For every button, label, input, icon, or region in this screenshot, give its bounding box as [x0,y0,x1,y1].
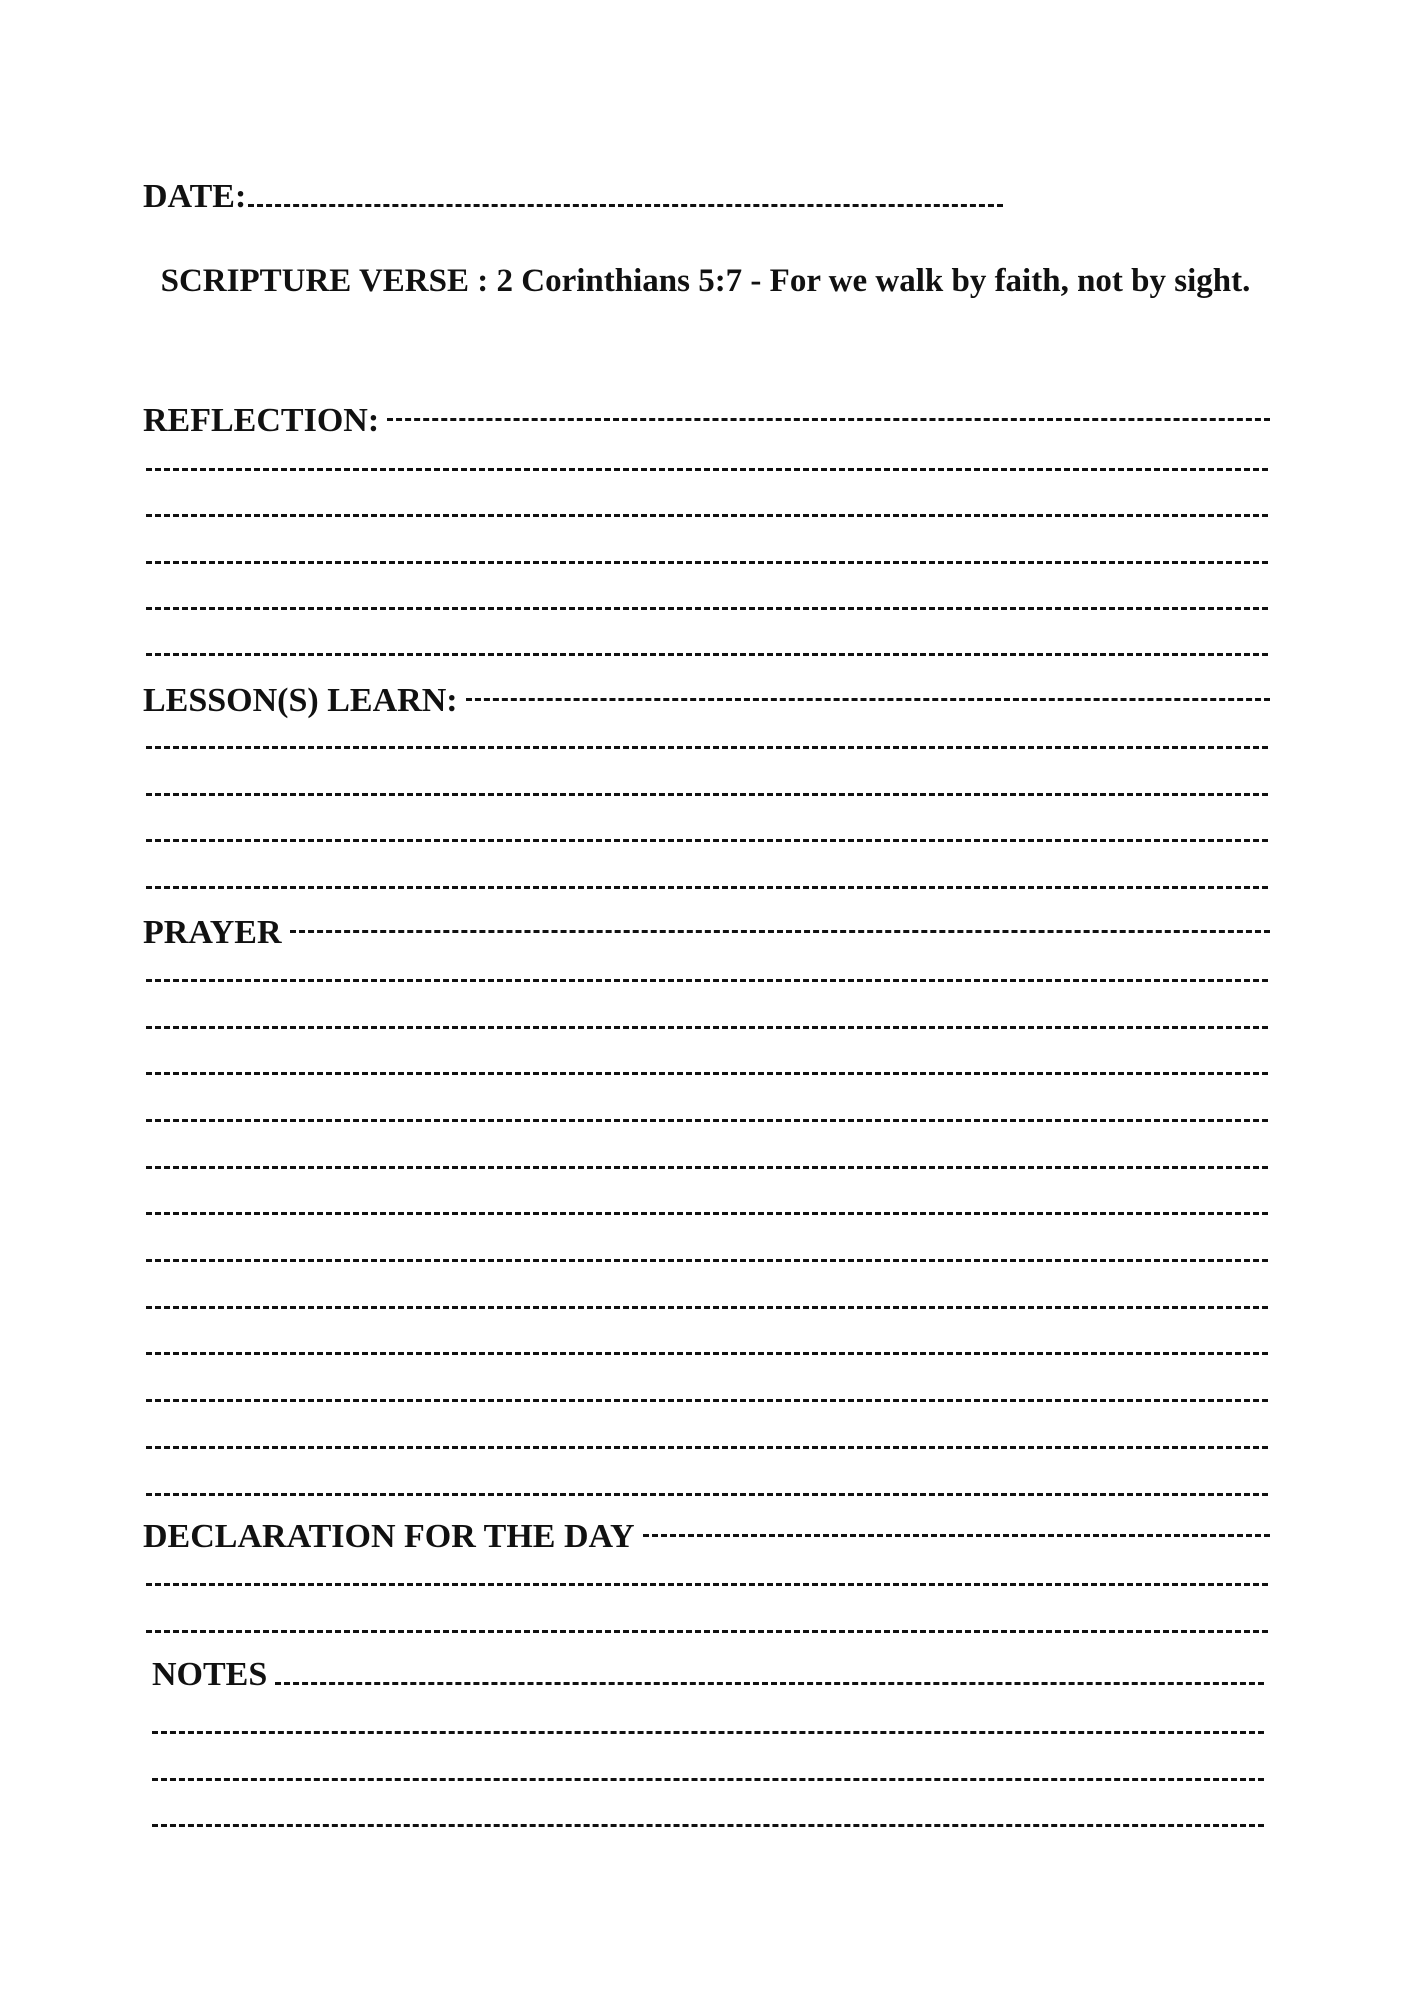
section-label: LESSON(S) LEARN: [143,682,458,719]
writing-line[interactable] [146,793,1268,796]
writing-line[interactable] [146,1583,1268,1586]
writing-line[interactable] [146,1119,1268,1122]
writing-line[interactable] [146,1166,1268,1169]
writing-line[interactable] [152,1778,1264,1781]
section-heading-notes [152,1656,1264,1696]
writing-line[interactable] [146,1493,1268,1496]
writing-line[interactable] [146,561,1268,564]
writing-line[interactable] [146,1072,1268,1075]
writing-line[interactable] [146,1399,1268,1402]
writing-line[interactable] [152,1824,1264,1827]
writing-line[interactable] [152,1731,1264,1734]
date-input-line[interactable] [248,204,1003,207]
scripture-verse: SCRIPTURE VERSE : 2 Corinthians 5:7 - For we walk by faith, not by sight. [160,263,1251,299]
writing-line[interactable] [146,1630,1268,1633]
writing-line[interactable] [146,468,1268,471]
writing-line[interactable] [275,1682,1264,1685]
date-field [143,178,1003,216]
section-label: NOTES [152,1656,268,1693]
section-label: DECLARATION FOR THE DAY [143,1518,635,1555]
writing-line[interactable] [146,607,1268,610]
writing-line[interactable] [146,886,1268,889]
writing-line[interactable] [146,746,1268,749]
writing-line[interactable] [146,1259,1268,1262]
section-heading-declaration [143,1518,1270,1558]
writing-line[interactable] [146,1306,1268,1309]
section-label: PRAYER [143,914,282,951]
writing-line[interactable] [146,1446,1268,1449]
writing-line[interactable] [146,514,1268,517]
writing-line[interactable] [146,979,1268,982]
section-heading-reflection [143,402,1270,442]
writing-line[interactable] [146,1212,1268,1215]
date-label: DATE: [143,178,247,215]
writing-line[interactable] [146,1026,1268,1029]
writing-line[interactable] [387,418,1270,421]
writing-line[interactable] [290,930,1270,933]
writing-line[interactable] [146,1352,1268,1355]
writing-line[interactable] [466,698,1270,701]
section-heading-lessons [143,682,1270,722]
writing-line[interactable] [146,653,1268,656]
section-heading-prayer [143,914,1270,954]
writing-line[interactable] [146,839,1268,842]
section-label: REFLECTION: [143,402,380,439]
writing-line[interactable] [643,1534,1270,1537]
